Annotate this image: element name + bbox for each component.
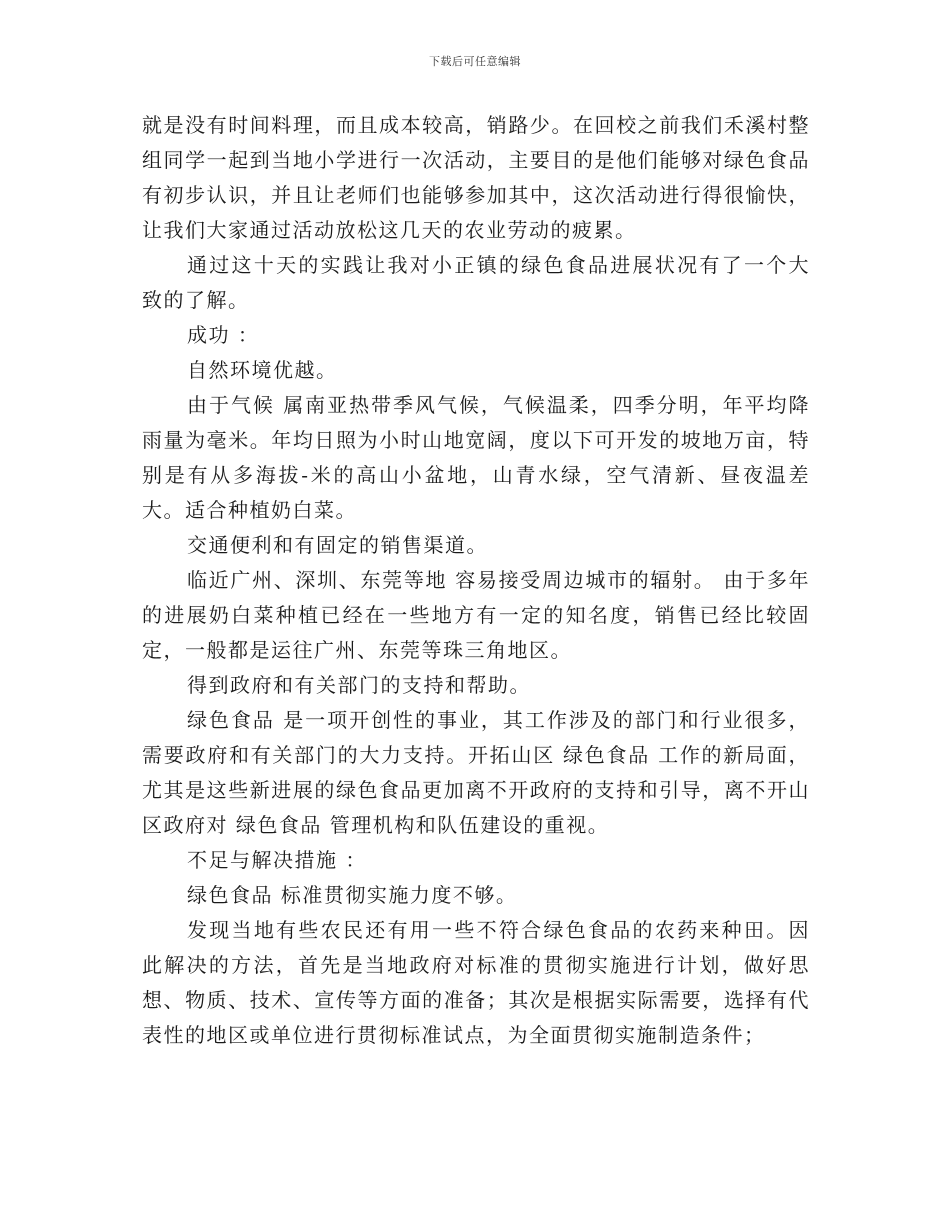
paragraph: 自然环境优越。 xyxy=(187,358,338,382)
paragraph: 由于气候 属南亚热带季风气候，气候温柔，四季分明，年平均降雨量为毫米。年均日照为小时山地宽阔，度以下可开发的坡地万亩，特别是有从多海拔-米的高山小盆地，山青水绿，空气清新、昼夜温差大。适合种植奶白菜。 xyxy=(142,393,810,522)
page-header: 下载后可任意编辑 xyxy=(429,55,521,68)
paragraph: 交通便利和有固定的销售渠道。 xyxy=(187,533,488,557)
paragraph: 绿色食品 是一项开创性的事业，其工作涉及的部门和行业很多，需要政府和有关部门的大力支持。开拓山区 绿色食品 工作的新局面，尤其是这些新进展的绿色食品更加离不开政府的支持和引导，离不开山区政府对 绿色食品 管理机构和队伍建设的重视。 xyxy=(142,708,810,837)
section-heading-shortcomings: 不足与解决措施 ： xyxy=(187,848,367,872)
section-heading-success: 成功 ： xyxy=(187,323,260,347)
paragraph: 通过这十天的实践让我对小正镇的绿色食品进展状况有了一个大致的了解。 xyxy=(142,253,810,312)
paragraph: 绿色食品 标准贯彻实施力度不够。 xyxy=(187,883,518,907)
document-body xyxy=(142,108,810,1053)
paragraph: 得到政府和有关部门的支持和帮助。 xyxy=(187,673,531,697)
paragraph: 就是没有时间料理，而且成本较高，销路少。在回校之前我们禾溪村整组同学一起到当地小学进行一次活动，主要目的是他们能够对绿色食品有初步认识，并且让老师们也能够参加其中，这次活动进行得很愉快，让我们大家通过活动放松这几天的农业劳动的疲累。 xyxy=(142,113,810,242)
paragraph: 临近广州、深圳、东莞等地 容易接受周边城市的辐射。 由于多年的进展奶白菜种植已经在一些地方有一定的知名度，销售已经比较固定，一般都是运往广州、东莞等珠三角地区。 xyxy=(142,568,810,662)
paragraph: 发现当地有些农民还有用一些不符合绿色食品的农药来种田。因此解决的方法，首先是当地政府对标准的贯彻实施进行计划，做好思想、物质、技术、宣传等方面的准备；其次是根据实际需要，选择有代表性的地区或单位进行贯彻标准试点，为全面贯彻实施制造条件； xyxy=(142,918,810,1047)
